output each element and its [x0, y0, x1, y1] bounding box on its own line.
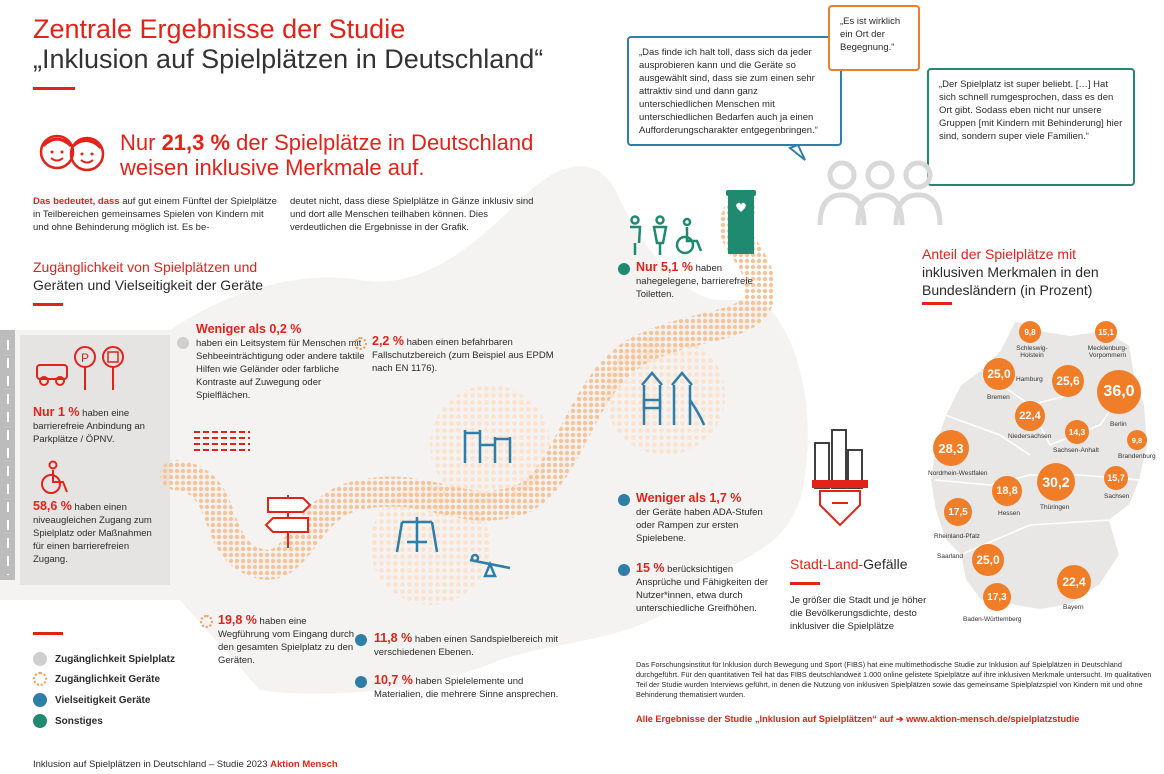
climbing-frame-icon — [460, 425, 520, 465]
state-label: Rheinland-Pfalz — [934, 533, 980, 540]
map-pin-brandenburg: 9,8 — [1127, 430, 1147, 450]
map-pin-hessen: 18,8 — [992, 476, 1022, 506]
children-faces-icon — [33, 128, 113, 174]
slide-tower-icon — [632, 370, 707, 430]
state-label: Nordrhein-Westfalen — [928, 470, 988, 477]
state-label: Sachsen-Anhalt — [1053, 447, 1099, 454]
urban-rural-title: Stadt-Land-Gefälle — [790, 556, 908, 572]
signpost-icon — [263, 490, 313, 550]
category-dot — [355, 676, 367, 688]
methodology-text: Das Forschungsinstitut für Inklusion durch Bewegung und Sport (FIBS) hat eine multimethodische Studie zur Inklusion auf Spielplätzen in Deutschland durchgeführt. Für den quantitativen Teil hat das FIBS deutschlandweit 1.000 online gelistete Spielplätze auf ihre inklusiven Merkmale untersucht. Im qualitativen Teil der Studie wurden Interviews geführt, in denen die Nutzung von inklusiven Spielplätzen sowie das gemeinsame Spielplatzspiel von Kindern mit und ohne Behinderung thematisiert wurden. — [636, 660, 1152, 699]
stat-parking: Nur 1 % haben eine barrierefreie Anbindung an Parkplätze / ÖPNV. — [33, 405, 145, 445]
category-dot — [200, 615, 213, 628]
accessible-toilet-icon — [625, 215, 715, 257]
category-dot — [177, 337, 189, 349]
state-label: Brandenburg — [1118, 453, 1156, 460]
category-dot — [355, 634, 367, 646]
state-label: Saarland — [937, 553, 964, 560]
legend-item-access-playground: Zugänglichkeit Spielplatz — [33, 652, 175, 666]
quote-bubble-1: „Das finde ich halt toll, dass sich da jeder ausprobieren kann und die Geräte so ausgewählt sind, dass sie zum einen sehr attraktiv sind und dann ganz unterschiedlichen Menschen mit unterschiedlichen Bedarfen auch ja einen Aufforderungscharakter entgegenbringen.“ — [627, 36, 842, 146]
urban-rural-divider — [790, 582, 820, 585]
state-label: Berlin — [1110, 421, 1127, 428]
map-divider — [922, 302, 952, 305]
toilet-cabin-icon — [726, 188, 756, 256]
map-pin-mecklenburg: 15,1 — [1095, 321, 1117, 343]
map-pin-hamburg: 25,0 — [983, 358, 1015, 390]
page-title: Zentrale Ergebnisse der Studie — [33, 14, 406, 44]
intro-text-right: deutet nicht, dass diese Spielplätze in Gänze inklusiv sind und dort alle Menschen teilhaben können. Dies verdeutlichen die Ergebnisse in der Grafik. — [290, 196, 534, 233]
stat-routing: 19,8 % haben eine Wegführung vom Eingang durch den gesamten Spielplatz zu den Geräten. — [218, 613, 355, 666]
stat-abilities: 15 % berücksichtigen Ansprüche und Fähigkeiten der Nutzer*innen, etwa durch unterschiedliche Greifhöhen. — [636, 561, 769, 614]
intro-text-left: Das bedeutet, dass auf gut einem Fünftel der Spielplätze in Teilbereichen gemeinsames Spielen von Kindern mit und ohne Behinderung möglich ist. Es be- — [33, 196, 277, 233]
urban-rural-text: Je größer die Stadt und je höher die Bevölkerungsdichte, desto inklusiver die Spielplätze — [790, 595, 927, 632]
study-link[interactable]: Alle Ergebnisse der Studie „Inklusion auf Spielplätzen“ auf ➔ www.aktion-mensch.de/spielplatzstudie — [636, 714, 1080, 724]
map-pin-bayern: 22,4 — [1057, 565, 1091, 599]
stat-senses: 10,7 % haben Spielelemente und Materialien, die mehrere Sinne ansprechen. — [374, 673, 559, 700]
people-silhouettes-icon — [770, 140, 980, 230]
map-pin-baden-wuerttemberg: 17,3 — [983, 583, 1011, 611]
legend-item-access-equipment: Zugänglichkeit Geräte — [33, 672, 160, 686]
map-pin-berlin: 36,0 — [1097, 370, 1141, 414]
legend-divider — [33, 632, 63, 635]
state-label: Hessen — [998, 510, 1021, 517]
category-dot — [354, 337, 367, 350]
page-subtitle: „Inklusion auf Spielplätzen in Deutschland“ — [33, 44, 544, 74]
stat-level-access: 58,6 % haben einen niveaugleichen Zugang zum Spielplatz oder Maßnahmen für einen barrierefreien Zugang. — [33, 499, 152, 565]
quote-bubble-2: „Es ist wirklich ein Ort der Begegnung.“ — [828, 5, 920, 71]
category-dot — [618, 564, 630, 576]
section-divider — [33, 303, 63, 306]
stat-guidance-system: Weniger als 0,2 % haben ein Leitsystem für Menschen mit Sehbeeinträchtigung oder andere taktile Hilfen wie Geländer oder farbliche Kontraste auf Zuwegung oder Spielflächen. — [196, 322, 365, 401]
map-pin-sachsen-anhalt: 14,3 — [1065, 420, 1089, 444]
legend-item-other: Sonstiges — [33, 714, 103, 728]
section-access-title: Zugänglichkeit von Spielplätzen und Geräten und Vielseitigkeit der Geräte — [33, 259, 264, 293]
title-divider — [33, 87, 75, 90]
category-dot — [618, 263, 630, 275]
car-parking-bus-icon — [33, 345, 133, 395]
arrow-circle-icon: ➔ — [895, 714, 904, 724]
legend-item-versatility: Vielseitigkeit Geräte — [33, 693, 150, 707]
carousel-icon — [392, 512, 442, 557]
map-pin-nrw: 28,3 — [933, 430, 969, 466]
seesaw-icon — [465, 550, 515, 580]
svg-text:P: P — [80, 351, 90, 365]
map-title: Anteil der Spielplätze mit inklusiven Merkmalen in den Bundesländern (in Prozent) — [922, 246, 1099, 298]
stat-toilets: Nur 5,1 % haben nahegelegene, barrierefreie Toiletten. — [636, 260, 753, 300]
stat-sandbox: 11,8 % haben einen Sandspielbereich mit verschiedenen Ebenen. — [374, 631, 558, 658]
state-label: Thüringen — [1040, 504, 1070, 511]
state-label: Baden-Württemberg — [963, 616, 1022, 623]
map-pin-bremen: 25,6 — [1052, 365, 1084, 397]
category-dot — [618, 494, 630, 506]
map-pin-saarland: 25,0 — [972, 544, 1004, 576]
key-finding-headline: Nur 21,3 % der Spielplätze in Deutschland weisen inklusive Merkmale auf. — [120, 130, 534, 180]
state-label: Bremen — [987, 394, 1010, 401]
state-label: Sachsen — [1104, 493, 1130, 500]
footer: Inklusion auf Spielplätzen in Deutschland – Studie 2023 Aktion Mensch — [33, 759, 338, 770]
quote-bubble-3: „Der Spielplatz ist super beliebt. […] Hat sich schnell rumgesprochen, dass es den Ort gibt. Sodass eben nicht nur unsere Gruppen [mit Kindern mit Behinderung] hier sind, sondern super viele Familien.“ — [927, 68, 1135, 186]
wheelchair-icon — [35, 460, 75, 496]
city-to-country-icon — [810, 425, 870, 535]
stat-fall-protection: 2,2 % haben einen befahrbaren Fallschutzbereich (zum Beispiel aus EPDM nach EN 1176). — [372, 334, 554, 374]
stat-ramps: Weniger als 1,7 % der Geräte haben ADA-Stufen oder Rampen zur ersten Spielebene. — [636, 491, 763, 544]
state-label: Mecklenburg-Vorpommern — [1087, 345, 1128, 359]
state-label: Hamburg — [1016, 376, 1043, 383]
tactile-lines-icon — [194, 430, 250, 452]
map-pin-niedersachsen: 22,4 — [1015, 401, 1045, 431]
state-label: Schleswig-Holstein — [1016, 345, 1048, 359]
map-pin-schleswig-holstein: 9,8 — [1019, 321, 1041, 343]
map-pin-thueringen: 30,2 — [1037, 463, 1075, 501]
map-pin-rheinland-pfalz: 17,5 — [944, 498, 972, 526]
map-pin-sachsen: 15,7 — [1104, 466, 1128, 490]
state-label: Bayern — [1063, 604, 1084, 611]
state-label: Niedersachsen — [1008, 433, 1052, 440]
